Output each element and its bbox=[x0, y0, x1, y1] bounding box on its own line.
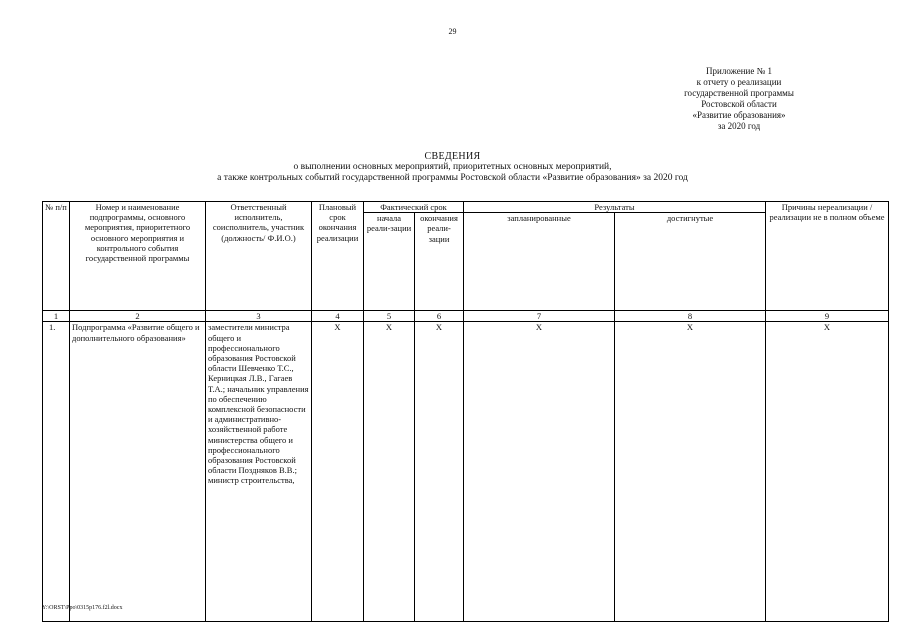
header-planned: запланированные bbox=[464, 213, 615, 311]
title-line: о выполнении основных мероприятий, приоритетных основных мероприятий, bbox=[293, 162, 612, 172]
appendix-block bbox=[639, 66, 839, 132]
row-planned-end: Х bbox=[312, 322, 364, 622]
title-heading: СВЕДЕНИЯ bbox=[424, 151, 481, 162]
col-number: 8 bbox=[615, 311, 766, 322]
report-table bbox=[42, 201, 889, 622]
appendix-line: за 2020 год bbox=[717, 121, 761, 131]
header-num: № п/п bbox=[43, 202, 70, 311]
appendix-line: Ростовской области bbox=[701, 99, 777, 109]
header-fact-end: окончания реали-зации bbox=[415, 213, 464, 311]
header-reasons: Причины нереализации / реализации не в полном объеме bbox=[766, 202, 889, 311]
table-row bbox=[43, 322, 889, 622]
appendix-line: государственной программы bbox=[684, 88, 794, 98]
appendix-line: «Развитие образования» bbox=[692, 110, 786, 120]
row-planned: Х bbox=[464, 322, 615, 622]
header-executor: Ответственный исполнитель, соисполнитель, участник (должность/ Ф.И.О.) bbox=[206, 202, 312, 311]
header-achieved: достигнутые bbox=[615, 213, 766, 311]
document-title bbox=[0, 151, 905, 184]
col-number: 1 bbox=[43, 311, 70, 322]
header-fact-group: Фактический срок bbox=[364, 202, 464, 213]
col-number: 4 bbox=[312, 311, 364, 322]
col-number: 7 bbox=[464, 311, 615, 322]
row-fact-end: Х bbox=[415, 322, 464, 622]
page-number: 29 bbox=[448, 27, 457, 36]
col-number: 3 bbox=[206, 311, 312, 322]
col-number: 5 bbox=[364, 311, 415, 322]
row-reasons: Х bbox=[766, 322, 889, 622]
row-fact-start: Х bbox=[364, 322, 415, 622]
header-results-group: Результаты bbox=[464, 202, 766, 213]
header-planned-end: Плановый срок окончания реализации bbox=[312, 202, 364, 311]
row-name: Подпрограмма «Развитие общего и дополнительного образования» bbox=[70, 322, 206, 622]
col-number: 6 bbox=[415, 311, 464, 322]
appendix-line: Приложение № 1 bbox=[706, 66, 772, 76]
row-executor: заместители министра общего и профессионального образования Ростовской области Шевченко Т.С., Керницкая Л.В., Гагаев Т.А.; начальник управления по обеспечению комплексной безопасности и административно-хозяйственной работе министерства общего и профессионального образования Ростовской области Поздняков В.В.; министр строительства, bbox=[206, 322, 312, 622]
col-number: 2 bbox=[70, 311, 206, 322]
header-row bbox=[43, 202, 889, 213]
row-achieved: Х bbox=[615, 322, 766, 622]
header-fact-start: начала реали-зации bbox=[364, 213, 415, 311]
appendix-line: к отчету о реализации bbox=[696, 77, 782, 87]
file-path-footer: Y:\ORST\Ppo\0315p176.f2l.docx bbox=[42, 605, 123, 611]
header-name: Номер и наименование подпрограммы, основного мероприятия, приоритетного основного мероприятия и контрольного события государственной программы bbox=[70, 202, 206, 311]
row-num: 1. bbox=[43, 322, 70, 622]
col-number: 9 bbox=[766, 311, 889, 322]
title-line: а также контрольных событий государственной программы Ростовской области «Развитие образования» за 2020 год bbox=[217, 173, 688, 183]
column-number-row bbox=[43, 311, 889, 322]
